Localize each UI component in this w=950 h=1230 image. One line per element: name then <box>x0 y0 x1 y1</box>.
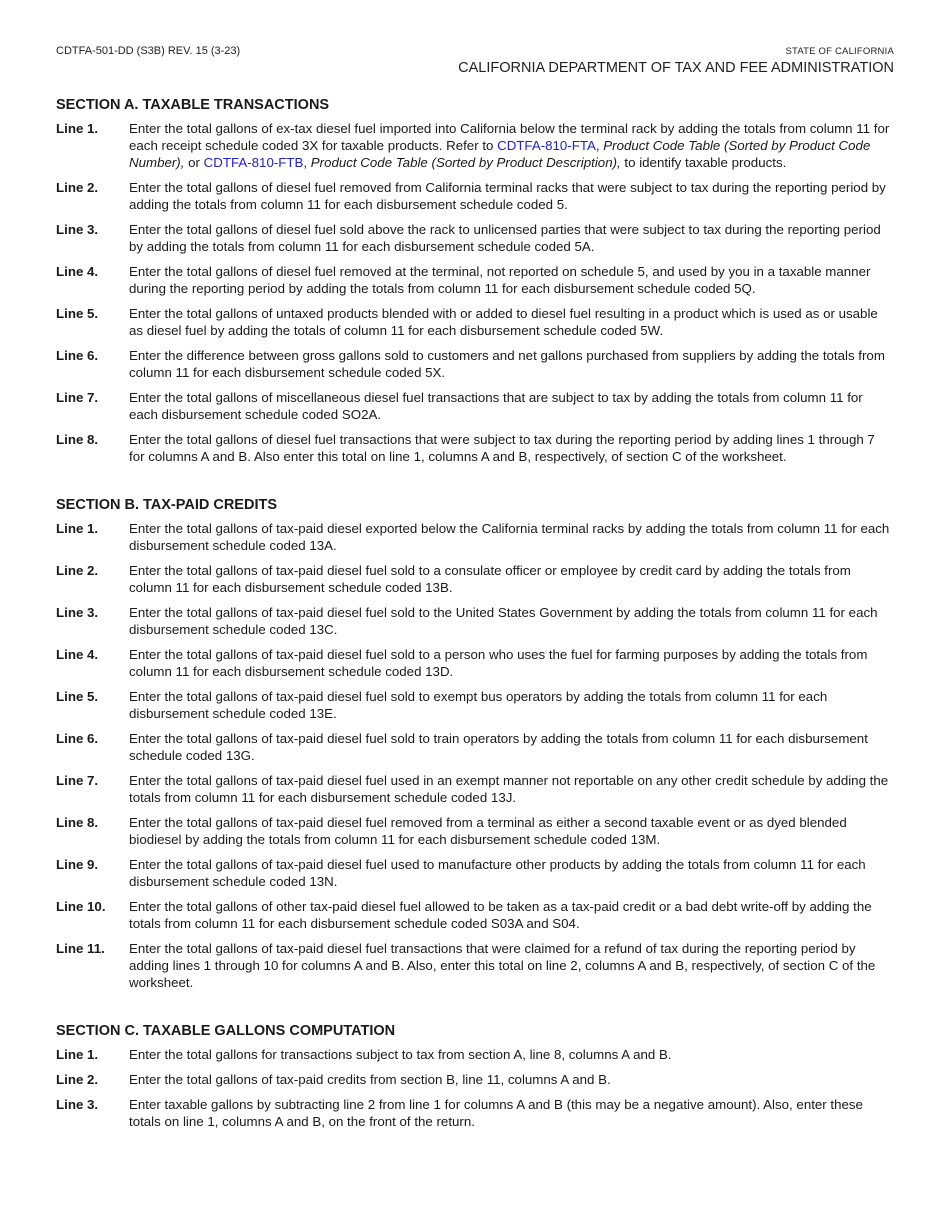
section-a-line-5 <box>56 305 894 339</box>
line-label: Line 8. <box>56 815 99 830</box>
section-b-line-1 <box>56 520 894 554</box>
line-text: Enter the total gallons of tax-paid credits from section B, line 11, columns A and B. <box>129 1072 611 1087</box>
line-label: Line 8. <box>56 432 99 447</box>
section-a-line-3 <box>56 221 894 255</box>
line-label: Line 10. <box>56 899 106 914</box>
section-a-title: SECTION A. TAXABLE TRANSACTIONS <box>56 97 330 113</box>
section-b-line-2 <box>56 562 894 596</box>
section-b-line-9 <box>56 856 894 890</box>
line-label: Line 11. <box>56 941 105 956</box>
line-text: Enter the total gallons of tax-paid diesel fuel sold to exempt bus operators by adding the totals from column 11 for each disbursement schedule coded 13E. <box>129 689 828 721</box>
line-text-part: , <box>303 155 311 170</box>
state-label: STATE OF CALIFORNIA <box>785 46 894 57</box>
cdtfa-810-ftb-link[interactable]: CDTFA-810-FTB <box>203 155 304 170</box>
line-label: Line 6. <box>56 348 99 363</box>
line-text: Enter the total gallons of diesel fuel removed from California terminal racks that were subject to tax during the reporting period by adding the totals from column 11 for each disbursement schedule coded 5. <box>129 180 886 212</box>
line-label: Line 9. <box>56 857 99 872</box>
line-text-part: , <box>595 138 604 153</box>
section-b-line-5 <box>56 688 894 722</box>
line-label: Line 5. <box>56 689 99 704</box>
section-b-line-10 <box>56 898 894 932</box>
section-b-line-7 <box>56 772 894 806</box>
section-b <box>56 496 894 991</box>
section-a-line-1 <box>56 120 894 171</box>
line-text: Enter the total gallons for transactions subject to tax from section A, line 8, columns A and B. <box>129 1047 672 1062</box>
section-b-line-4 <box>56 646 894 680</box>
line-text: Enter the total gallons of diesel fuel sold above the rack to unlicensed parties that were subject to tax during the reporting period by adding the totals from column 11 for each disbursement schedule coded 5A. <box>129 222 881 254</box>
line-label: Line 1. <box>56 521 99 536</box>
section-c-line-2 <box>56 1071 894 1088</box>
section-a-line-7 <box>56 389 894 423</box>
section-c-title: SECTION C. TAXABLE GALLONS COMPUTATION <box>56 1023 396 1039</box>
line-label: Line 2. <box>56 1072 99 1087</box>
line-text-part: Enter the total gallons of ex-tax diesel fuel imported into California below the terminal rack by adding the totals from column 11 for each receipt schedule coded 3X for taxable products. Refer to <box>129 121 890 153</box>
section-b-line-8 <box>56 814 894 848</box>
line-text: Enter the total gallons of untaxed products blended with or added to diesel fuel resulting in a product which is used as or usable as diesel fuel by adding the totals of column 11 for each disbursement schedule coded 5W. <box>129 306 878 338</box>
line-text: Enter the total gallons of tax-paid diesel fuel used in an exempt manner not reportable on any other credit schedule by adding the totals from column 11 for each disbursement schedule coded 13J. <box>129 773 889 805</box>
line-label: Line 1. <box>56 121 99 136</box>
line-text: Enter the difference between gross gallons sold to customers and net gallons purchased from suppliers by adding the totals from column 11 for each disbursement schedule coded 5X. <box>129 348 885 380</box>
line-label: Line 3. <box>56 605 99 620</box>
line-text: Enter the total gallons of miscellaneous diesel fuel transactions that are subject to tax by adding the totals from column 11 for each disbursement schedule coded SO2A. <box>129 390 863 422</box>
line-text-italic: Product Code Table (Sorted by Product Description), <box>310 155 621 170</box>
section-a-line-6 <box>56 347 894 381</box>
section-b-title: SECTION B. TAX-PAID CREDITS <box>56 497 277 513</box>
line-label: Line 4. <box>56 647 99 662</box>
cdtfa-810-fta-link[interactable]: CDTFA-810-FTA <box>497 138 596 153</box>
line-text: Enter the total gallons of tax-paid diesel fuel sold to a person who uses the fuel for farming purposes by adding the totals from column 11 for each disbursement schedule coded 13D. <box>129 647 868 679</box>
line-label: Line 4. <box>56 264 99 279</box>
line-text <box>129 120 894 171</box>
line-text: Enter the total gallons of tax-paid diesel fuel sold to a consulate officer or employee by credit card by adding the totals from column 11 for each disbursement schedule coded 13B. <box>129 563 851 595</box>
section-b-line-3 <box>56 604 894 638</box>
line-label: Line 5. <box>56 306 99 321</box>
line-text: Enter the total gallons of tax-paid diesel fuel sold to the United States Government by adding the totals from column 11 for each disbursement schedule coded 13C. <box>129 605 878 637</box>
content <box>56 96 894 1161</box>
line-text: Enter taxable gallons by subtracting line 2 from line 1 for columns A and B (this may be a negative amount). Also, enter these totals on line 1, columns A and B, on the front of the return. <box>129 1097 863 1129</box>
line-text: Enter the total gallons of diesel fuel removed at the terminal, not reported on schedule 5, and used by you in a taxable manner during the reporting period by adding the totals from column 11 for each disbursement schedule coded 5Q. <box>129 264 871 296</box>
line-text-part: or <box>184 155 204 170</box>
line-label: Line 6. <box>56 731 99 746</box>
line-text: Enter the total gallons of other tax-paid diesel fuel allowed to be taken as a tax-paid credit or a bad debt write-off by adding the totals from column 11 for each disbursement schedule coded S03A and S04. <box>129 899 872 931</box>
line-text-italic: Product Code Table (Sorted by Product Code Number), <box>129 138 871 170</box>
form-id: CDTFA-501-DD (S3B) REV. 15 (3-23) <box>56 45 241 57</box>
line-label: Line 7. <box>56 773 99 788</box>
section-c-line-3 <box>56 1096 894 1130</box>
section-a-line-4 <box>56 263 894 297</box>
section-b-line-6 <box>56 730 894 764</box>
section-b-line-11 <box>56 940 894 991</box>
line-label: Line 2. <box>56 563 99 578</box>
line-text: Enter the total gallons of tax-paid diesel exported below the California terminal racks by adding the totals from column 11 for each disbursement schedule coded 13A. <box>129 521 890 553</box>
department-name: CALIFORNIA DEPARTMENT OF TAX AND FEE ADMINISTRATION <box>458 60 894 76</box>
line-label: Line 2. <box>56 180 99 195</box>
section-a-line-2 <box>56 179 894 213</box>
line-label: Line 3. <box>56 1097 99 1112</box>
line-text-part: to identify taxable products. <box>620 155 787 170</box>
line-text: Enter the total gallons of diesel fuel transactions that were subject to tax during the reporting period by adding lines 1 through 7 for columns A and B. Also enter this total on line 1, columns A and B, respectively, of section C of the worksheet. <box>129 432 875 464</box>
section-a-line-8 <box>56 431 894 465</box>
line-label: Line 1. <box>56 1047 99 1062</box>
line-text: Enter the total gallons of tax-paid diesel fuel used to manufacture other products by adding the totals from column 11 for each disbursement schedule coded 13N. <box>129 857 866 889</box>
line-text: Enter the total gallons of tax-paid diesel fuel removed from a terminal as either a second taxable event or as dyed blended biodiesel by adding the totals from column 11 for each disbursement schedule coded 13M. <box>129 815 847 847</box>
line-label: Line 7. <box>56 390 99 405</box>
section-a <box>56 96 894 465</box>
line-label: Line 3. <box>56 222 99 237</box>
section-c-line-1 <box>56 1046 894 1063</box>
line-text: Enter the total gallons of tax-paid diesel fuel transactions that were claimed for a refund of tax during the reporting period by adding lines 1 through 10 for columns A and B. Also, enter this total on line 2, columns A and B, respectively, of section C of the worksheet. <box>129 941 876 990</box>
line-text: Enter the total gallons of tax-paid diesel fuel sold to train operators by adding the totals from column 11 for each disbursement schedule coded 13G. <box>129 731 868 763</box>
section-c <box>56 1022 894 1130</box>
